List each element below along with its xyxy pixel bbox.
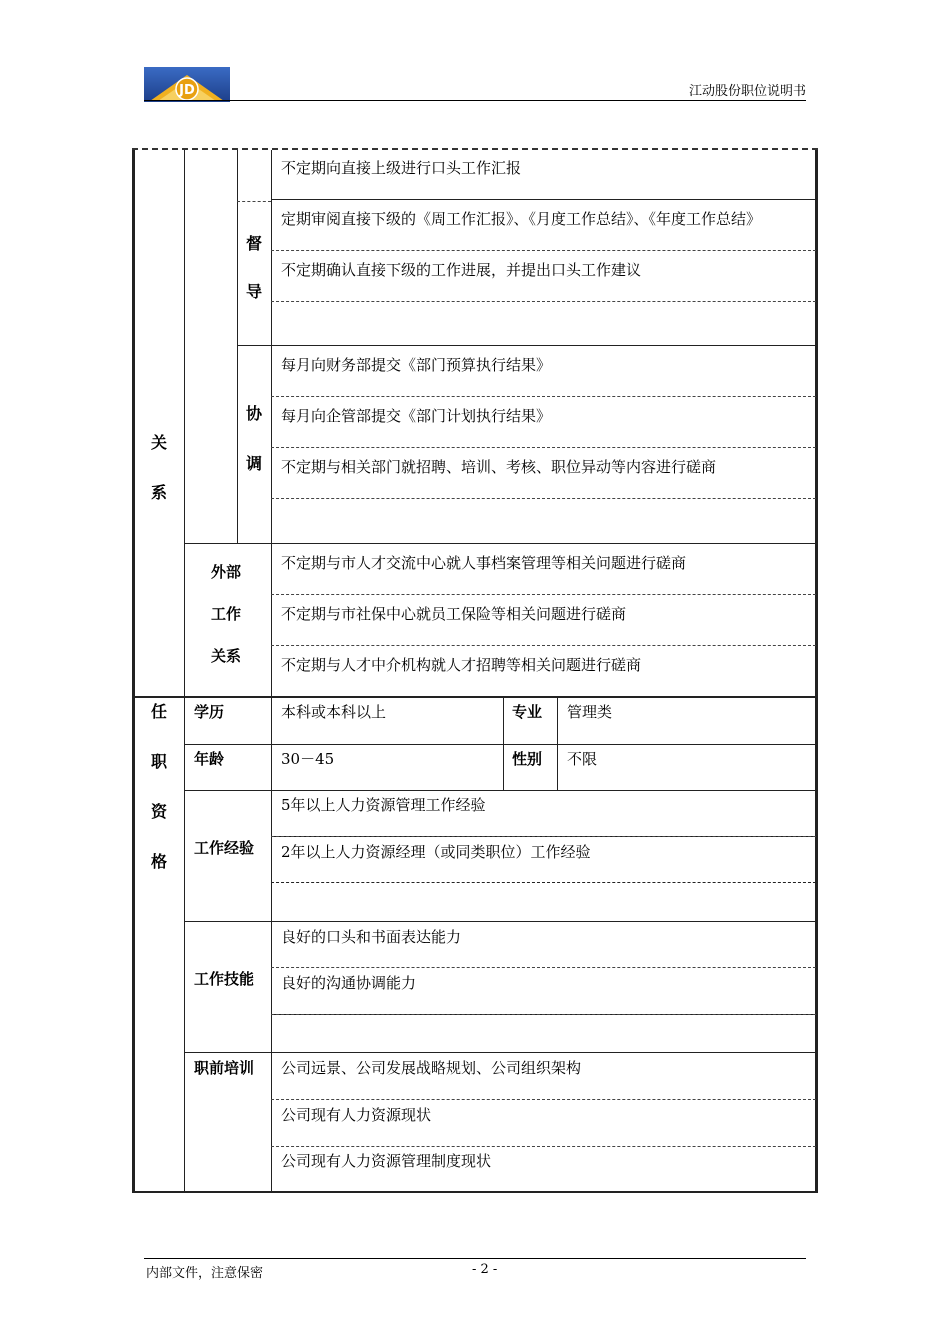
col-divider-1 (184, 150, 185, 1193)
section-label-qualification-1: 任 (150, 702, 167, 721)
supervise-item: 定期审阅直接下级的《周工作汇报》、《月度工作总结》、《年度工作总结》 (281, 210, 762, 228)
external-item: 不定期与市人才交流中心就人事档案管理等相关问题进行磋商 (281, 554, 687, 572)
row-line-dashed (271, 396, 816, 397)
header-divider (144, 100, 806, 101)
col-divider-2 (237, 150, 238, 543)
row-line-dashed (271, 301, 816, 302)
row-line (271, 199, 816, 200)
table-top-dashed-border (132, 148, 818, 150)
supervise-label-2: 导 (245, 282, 262, 301)
coordinate-item: 每月向企管部提交《部门计划执行结果》 (281, 407, 552, 425)
supervise-item: 不定期确认直接下级的工作进展，并提出口头工作建议 (281, 261, 642, 279)
section-label-qualification-2: 职 (150, 752, 167, 771)
external-label-3: 关系 (211, 647, 242, 665)
coordinate-label-1: 协 (245, 404, 262, 423)
section-label-relations-1: 关 (150, 433, 167, 452)
external-item: 不定期与市社保中心就员工保险等相关问题进行磋商 (281, 605, 627, 623)
row-line (184, 1052, 816, 1053)
education-label: 学历 (194, 703, 225, 721)
supervise-label-1: 督 (245, 234, 262, 253)
section-label-relations-2: 系 (150, 483, 167, 502)
external-item: 不定期与人才中介机构就人才招聘等相关问题进行磋商 (281, 656, 642, 674)
row-line-dashed (271, 447, 816, 448)
row-line-dashed (271, 594, 816, 595)
company-logo (144, 67, 230, 102)
external-label-2: 工作 (211, 605, 242, 623)
logo-text: JD (179, 83, 195, 98)
skills-item: 良好的口头和书面表达能力 (281, 928, 462, 946)
experience-label: 工作经验 (194, 839, 255, 857)
education-value: 本科或本科以上 (281, 703, 387, 721)
footer-divider (144, 1258, 806, 1259)
age-value: 30－45 (281, 750, 335, 768)
training-item: 公司现有人力资源管理制度现状 (281, 1152, 492, 1170)
section-label-qualification-4: 格 (150, 852, 167, 871)
age-label: 年龄 (194, 750, 225, 768)
row-line (184, 921, 816, 922)
experience-item: 5年以上人力资源管理工作经验 (281, 796, 486, 814)
section-label-qualification-3: 资 (150, 802, 167, 821)
training-item: 公司远景、公司发展战略规划、公司组织架构 (281, 1059, 582, 1077)
row-line-dashed (271, 498, 816, 499)
row-line (184, 744, 816, 745)
training-item: 公司现有人力资源现状 (281, 1106, 432, 1124)
row-line (237, 345, 816, 346)
row-line-dashed (271, 967, 816, 968)
row-line-dashed (271, 836, 816, 837)
row-line (184, 790, 816, 791)
major-label: 专业 (512, 703, 543, 721)
report-item: 不定期向直接上级进行口头工作汇报 (281, 159, 522, 177)
training-label: 职前培训 (194, 1059, 255, 1077)
row-line-dashed (271, 645, 816, 646)
experience-item: 2年以上人力资源经理（或同类职位）工作经验 (281, 843, 591, 861)
coordinate-label-2: 调 (245, 454, 262, 473)
confidential-note: 内部文件，注意保密 (146, 1266, 264, 1281)
major-value: 管理类 (567, 703, 613, 721)
page-number: - 2 - (472, 1262, 498, 1277)
col-divider-3 (271, 150, 272, 1193)
row-line-dashed (237, 201, 271, 202)
document-title: 江动股份职位说明书 (688, 84, 806, 99)
coordinate-item: 每月向财务部提交《部门预算执行结果》 (281, 356, 552, 374)
external-label-1: 外部 (211, 563, 242, 581)
row-line-dashed (271, 1146, 816, 1147)
section-divider (132, 696, 818, 698)
row-line-dashed (271, 1014, 816, 1015)
gender-value: 不限 (567, 750, 598, 768)
row-line (184, 543, 816, 544)
gender-label: 性别 (512, 750, 543, 768)
coordinate-item: 不定期与相关部门就招聘、培训、考核、职位异动等内容进行磋商 (281, 458, 717, 476)
row-line-dashed (271, 882, 816, 883)
skills-label: 工作技能 (194, 970, 255, 988)
skills-item: 良好的沟通协调能力 (281, 974, 417, 992)
row-line-dashed (271, 250, 816, 251)
row-line-dashed (271, 1099, 816, 1100)
